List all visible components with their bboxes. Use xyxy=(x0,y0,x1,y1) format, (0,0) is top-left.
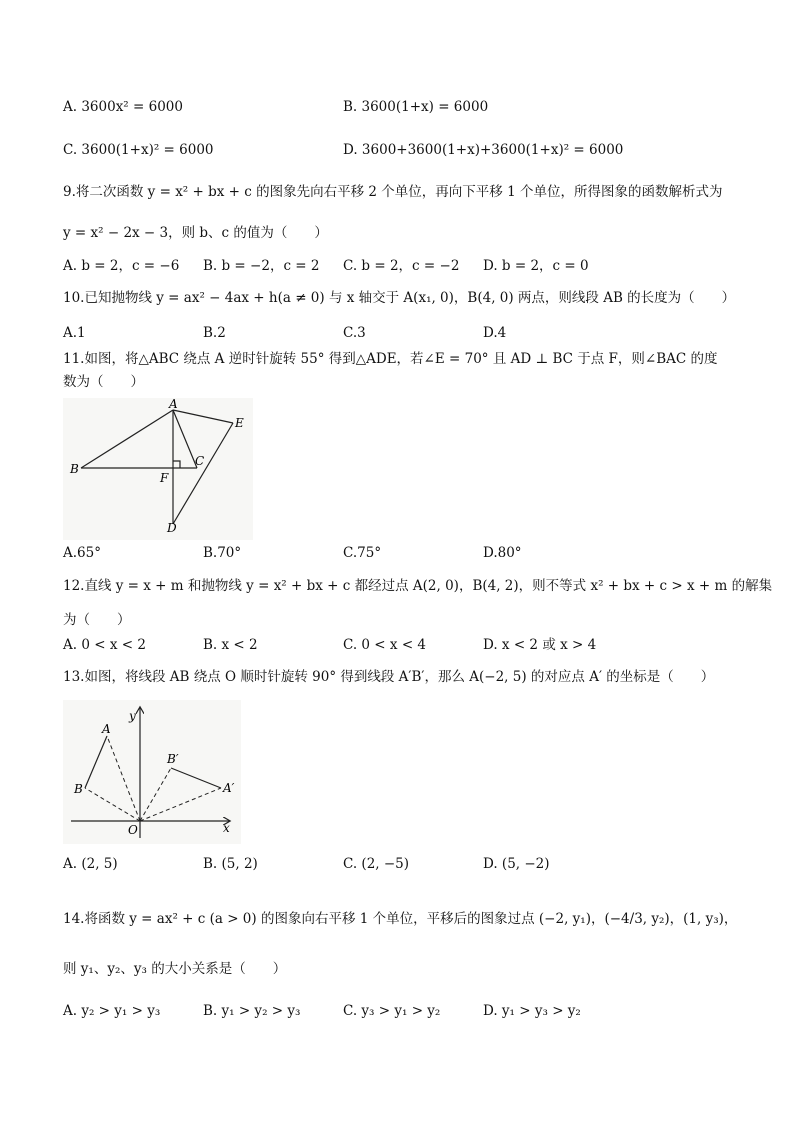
q8-option-b: B. 3600(1+x) = 6000 xyxy=(343,99,489,115)
q10-option-a: A.1 xyxy=(63,325,86,341)
label-a: A xyxy=(102,722,111,736)
q13-option-b: B. (5, 2) xyxy=(203,856,258,872)
label-b: B xyxy=(74,782,83,796)
q9-option-a: A. b = 2，c = −6 xyxy=(63,258,180,274)
q12-stem-line1: 12.直线 y = x + m 和抛物线 y = x² + bx + c 都经过点 A(2, 0)，B(4, 2)，则不等式 x² + bx + c > x + m 的解集 xyxy=(63,578,773,594)
q8-option-c: C. 3600(1+x)² = 6000 xyxy=(63,142,214,158)
q10-option-b: B.2 xyxy=(203,325,226,341)
q14-option-d: D. y₁ > y₃ > y₂ xyxy=(483,1003,581,1019)
q11-option-a: A.65° xyxy=(63,545,101,561)
q9-option-b: B. b = −2，c = 2 xyxy=(203,258,320,274)
q10-option-c: C.3 xyxy=(343,325,366,341)
label-b-prime: B′ xyxy=(167,752,179,766)
q9-option-d: D. b = 2，c = 0 xyxy=(483,258,589,274)
q8-option-d: D. 3600+3600(1+x)+3600(1+x)² = 6000 xyxy=(343,142,624,158)
label-x-axis: x xyxy=(223,821,230,835)
q14-option-b: B. y₁ > y₂ > y₃ xyxy=(203,1003,301,1019)
q13-coordinate-figure xyxy=(63,700,241,844)
q13-option-d: D. (5, −2) xyxy=(483,856,550,872)
q12-option-d: D. x < 2 或 x > 4 xyxy=(483,637,597,653)
q13-option-a: A. (2, 5) xyxy=(63,856,118,872)
q13-option-c: C. (2, −5) xyxy=(343,856,410,872)
q13-stem: 13.如图，将线段 AB 绕点 O 顺时针旋转 90° 得到线段 A′B′，那么 A(−2, 5) 的对应点 A′ 的坐标是（ ） xyxy=(63,669,715,685)
label-d: D xyxy=(167,521,177,535)
q12-option-a: A. 0 < x < 2 xyxy=(63,637,146,653)
label-y-axis: y xyxy=(129,709,136,723)
label-a: A xyxy=(169,398,178,411)
q14-option-c: C. y₃ > y₁ > y₂ xyxy=(343,1003,441,1019)
q8-option-a: A. 3600x² = 6000 xyxy=(63,99,183,115)
q12-stem-line2: 为（ ） xyxy=(63,612,131,628)
label-a-prime: A′ xyxy=(223,781,235,795)
q11-option-c: C.75° xyxy=(343,545,382,561)
q9-stem-line1: 9.将二次函数 y = x² + bx + c 的图象先向右平移 2 个单位，再向下平移 1 个单位，所得图象的函数解析式为 xyxy=(63,184,723,200)
q11-option-d: D.80° xyxy=(483,545,522,561)
q14-stem-line2: 则 y₁、y₂、y₃ 的大小关系是（ ） xyxy=(63,961,287,977)
label-f: F xyxy=(160,471,169,485)
q14-stem-line1: 14.将函数 y = ax² + c (a > 0) 的图象向右平移 1 个单位，平移后的图象过点 (−2, y₁)，(−4/3, y₂)，(1, y₃)， xyxy=(63,911,738,927)
q14-option-a: A. y₂ > y₁ > y₃ xyxy=(63,1003,161,1019)
q12-option-c: C. 0 < x < 4 xyxy=(343,637,427,653)
q11-stem-line2: 数为（ ） xyxy=(63,374,144,390)
q10-stem: 10.已知抛物线 y = ax² − 4ax + h(a ≠ 0) 与 x 轴交于 A(x₁, 0)，B(4, 0) 两点，则线段 AB 的长度为（ ） xyxy=(63,290,736,306)
q11-option-b: B.70° xyxy=(203,545,242,561)
label-origin: O xyxy=(128,823,138,837)
q10-option-d: D.4 xyxy=(483,325,507,341)
label-e: E xyxy=(235,416,244,430)
label-b: B xyxy=(70,462,79,476)
q12-option-b: B. x < 2 xyxy=(203,637,258,653)
q11-stem-line1: 11.如图，将△ABC 绕点 A 逆时针旋转 55° 得到△ADE，若∠E = 70° 且 AD ⊥ BC 于点 F，则∠BAC 的度 xyxy=(63,351,718,367)
label-c: C xyxy=(195,454,205,468)
q11-triangle-figure xyxy=(63,398,253,540)
q9-stem-line2: y = x² − 2x − 3，则 b、c 的值为（ ） xyxy=(63,225,328,241)
q9-option-c: C. b = 2，c = −2 xyxy=(343,258,460,274)
